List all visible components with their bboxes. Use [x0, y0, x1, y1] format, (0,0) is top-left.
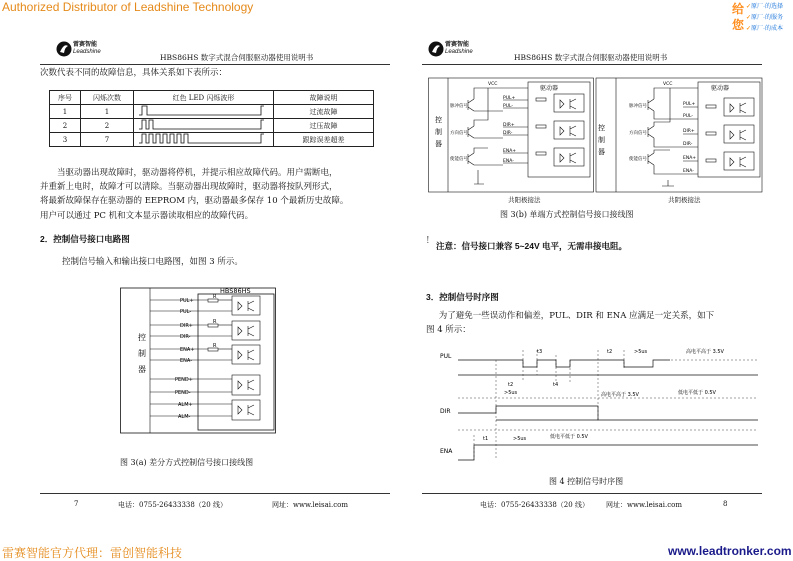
table-row [50, 105, 374, 119]
resistor-label: R [213, 343, 217, 349]
pin-label: DIR- [683, 142, 693, 147]
agent-website-link[interactable]: www.leadtronker.com [668, 544, 792, 558]
pin-label: PUL- [683, 114, 694, 119]
driver-label: 驱动器 [540, 85, 559, 92]
col-header: 序号 [50, 91, 81, 105]
blink-waveform-2 [139, 119, 269, 130]
timing-label-t4: t4 [553, 382, 559, 388]
resistor-label: R [213, 319, 217, 325]
device-label: HBS86HS [220, 287, 251, 295]
pin-label: DIR+ [180, 323, 193, 329]
transistor-label: 脉冲信号 [450, 104, 468, 109]
distributor-banner: Authorized Distributor of Leadshine Technology [2, 0, 254, 14]
table-row [50, 133, 374, 147]
pin-label: PUL- [503, 104, 514, 109]
figure-caption-3b: 图 3(b) 单端方式控制信号接口接线图 [500, 210, 634, 219]
controller-char: 制 [435, 128, 442, 136]
paragraph-line: 图 4 所示： [426, 325, 471, 335]
intro-text: 次数代表不同的故障信息，具体关系如下表所示： [40, 68, 228, 78]
pin-label: PUL+ [683, 102, 696, 107]
timing-label-low: 低电平低于 0.5V [550, 434, 588, 440]
driver-label: 驱动器 [711, 85, 730, 92]
cell-waveform [134, 119, 274, 133]
logo-en: Leadshine [73, 49, 101, 55]
col-header: 故障说明 [274, 91, 374, 105]
vcc-label: VCC [488, 82, 498, 87]
pin-label: PEND+ [175, 377, 193, 383]
common-anode-label: 共阳极接法 [508, 196, 541, 204]
cell-desc: 过压故障 [274, 119, 374, 133]
footer-website: 网址：www.leisai.com [272, 501, 348, 509]
cell-desc: 过流故障 [274, 105, 374, 119]
logo-cn: 雷赛智能 [73, 42, 98, 48]
warning-icon: ! [426, 236, 430, 246]
timing-label-gt5: >5us [513, 436, 527, 442]
header-rule [422, 64, 762, 65]
figure-caption-4: 图 4 控制信号时序图 [549, 477, 624, 486]
timing-label-high: 高电平高于 3.5V [686, 349, 724, 355]
footer-phone: 电话：0755-26433338（20 线） [480, 501, 589, 509]
signal-label-ena: ENA [440, 448, 453, 455]
cell-no: 2 [50, 119, 81, 133]
badge-tag-3: 原厂·的成本 [751, 26, 784, 32]
pin-label: ENA- [180, 358, 193, 364]
fault-paragraph [40, 166, 375, 223]
transistor-label: 方向信号 [629, 131, 647, 136]
timing-label-t1: t1 [483, 436, 489, 442]
logo-en: Leadshine [445, 49, 473, 55]
timing-diagram [438, 340, 768, 465]
controller-char: 控 [598, 124, 605, 132]
section3-title: 3．控制信号时序图 [426, 292, 499, 302]
controller-char: 器 [598, 148, 605, 156]
section3-text [426, 309, 766, 337]
paragraph-line: 为了避免一些误动作和偏差，PUL、DIR 和 ENA 应满足一定关系，如下 [438, 311, 715, 321]
footer-rule [40, 493, 390, 494]
vcc-label: VCC [663, 82, 673, 87]
section2-text: 控制信号输入和输出接口电路图，如图 3 所示。 [62, 257, 243, 267]
controller-char: 制 [138, 349, 146, 358]
paragraph-line: 用户可以通过 PC 机和文本显示器读取相应的故障代码。 [40, 210, 254, 221]
pin-label: ENA+ [180, 347, 195, 353]
paragraph-line: 将最新故障保存在驱动器的 EEPROM 内，驱动器最多保存 10 个最新历史故障。 [40, 196, 349, 207]
timing-label-gt5: >5us [634, 349, 648, 355]
pin-label: PUL+ [503, 96, 516, 101]
right-page [396, 0, 793, 540]
pin-label: DIR+ [683, 129, 695, 134]
blink-waveform-1 [139, 105, 269, 116]
resistor-label: R [213, 294, 217, 300]
pin-label: ENA+ [503, 149, 517, 154]
pin-label: PUL+ [180, 298, 194, 304]
leadshine-logo-icon [428, 41, 444, 57]
cell-waveform [134, 105, 274, 119]
pin-label: ALM- [178, 414, 191, 420]
timing-label-t3: t3 [537, 349, 543, 355]
cell-count: 1 [81, 105, 134, 119]
pin-label: DIR+ [503, 123, 515, 128]
timing-label-gt5: >5us [504, 390, 518, 396]
cell-waveform [134, 133, 274, 147]
timing-label-low: 低电平低于 0.5V [678, 390, 716, 396]
controller-char: 器 [435, 140, 442, 148]
pin-label: ENA+ [683, 156, 697, 161]
section2-title: 2．控制信号接口电路图 [40, 234, 130, 244]
fault-table [49, 90, 374, 147]
pin-label: ALM+ [178, 402, 193, 408]
header-rule [40, 64, 390, 65]
col-header: 红色 LED 闪烁波形 [134, 91, 274, 105]
page-header-title: HBS86HS 数字式混合伺服驱动器使用说明书 [160, 53, 314, 62]
badge-tag-2: 原厂·的服务 [751, 15, 784, 21]
page-header-title: HBS86HS 数字式混合伺服驱动器使用说明书 [514, 53, 668, 62]
controller-char: 控 [435, 116, 442, 124]
paragraph-line: 当驱动器出现故障时，驱动器将停机，并提示相应故障代码。用户需断电， [57, 168, 338, 178]
pin-label: PEND- [175, 390, 191, 396]
cell-no: 3 [50, 133, 81, 147]
note-text: 注意：信号接口兼容 5~24V 电平，无需串接电阻。 [436, 241, 628, 251]
signal-label-pul: PUL [440, 353, 452, 360]
signal-label-dir: DIR [440, 408, 451, 415]
cell-desc: 跟踪误差超差 [274, 133, 374, 147]
transistor-label: 方向信号 [450, 131, 468, 136]
controller-char: 器 [138, 365, 146, 374]
footer-phone: 电话：0755-26433338（20 线） [118, 501, 227, 509]
pin-label: DIR- [180, 334, 191, 340]
cell-count: 7 [81, 133, 134, 147]
check-icon: ✓ [746, 15, 752, 21]
cell-count: 2 [81, 119, 134, 133]
controller-char: 控 [138, 333, 146, 342]
check-icon: ✓ [746, 26, 752, 32]
leadshine-logo-icon [56, 41, 72, 57]
pin-label: DIR- [503, 131, 513, 136]
circuit-diagram-b [428, 72, 764, 210]
timing-label-high: 高电平高于 3.5V [601, 392, 639, 398]
table-row [50, 119, 374, 133]
left-page [0, 0, 396, 540]
figure-caption-3a: 图 3(a) 差分方式控制信号接口接线图 [120, 458, 254, 467]
badge-char-2: 您 [732, 18, 745, 32]
common-cathode-label: 共阴极接法 [668, 196, 701, 204]
page-number: 7 [74, 500, 79, 508]
circuit-diagram-a [120, 282, 280, 434]
transistor-label: 使能信号 [450, 157, 468, 162]
check-icon: ✓ [746, 4, 752, 10]
footer-rule [422, 493, 762, 494]
paragraph-line: 并重新上电时，故障才可以清除。当驱动器出现故障时，驱动器将按队列形式， [40, 182, 338, 193]
transistor-label: 脉冲信号 [629, 104, 647, 109]
timing-label-t2: t2 [508, 382, 514, 388]
table-header-row [50, 91, 374, 105]
badge-tag-1: 原厂·的选择 [751, 4, 784, 10]
badge-char-1: 给 [732, 2, 745, 16]
timing-label-t2: t2 [607, 349, 613, 355]
pin-label: ENA- [683, 169, 694, 174]
col-header: 闪烁次数 [81, 91, 134, 105]
pin-label: ENA- [503, 159, 514, 164]
blink-waveform-7 [139, 133, 269, 144]
cell-no: 1 [50, 105, 81, 119]
pin-label: PUL- [180, 309, 192, 315]
logo-cn: 雷赛智能 [445, 42, 470, 48]
page-number: 8 [723, 500, 728, 508]
controller-char: 制 [598, 136, 605, 144]
official-agent-text: 雷赛智能官方代理：雷创智能科技 [2, 546, 183, 560]
footer-website: 网址：www.leisai.com [606, 501, 682, 509]
transistor-label: 使能信号 [629, 157, 647, 162]
